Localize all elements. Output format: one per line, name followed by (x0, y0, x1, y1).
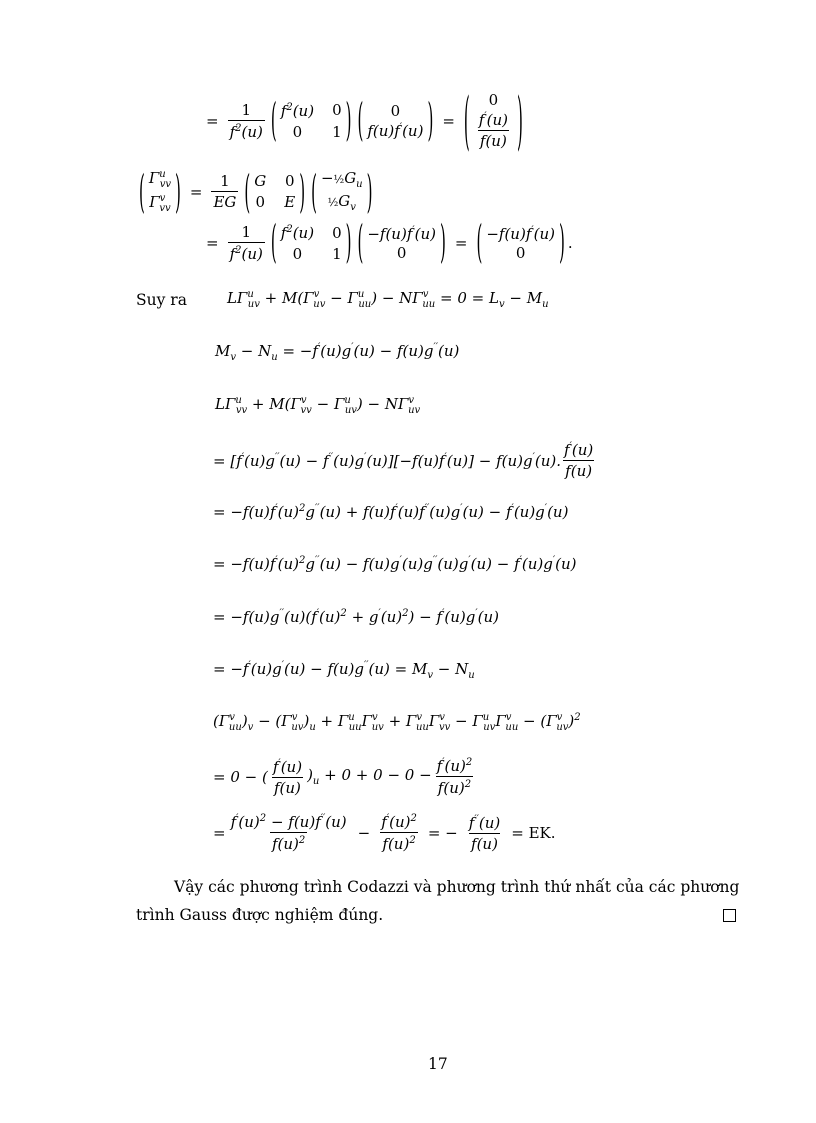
suy-ra-label: Suy ra (136, 291, 187, 309)
eq-line-14: = $\frac{f'(u)^2 - f(u)f''(u)}{f(u)^2}$ − $\frac{f'(u)^2}{f(u)^2}$ = − $\frac{f''(u)}{f(u)}$ = EK. (213, 813, 556, 853)
page-number: 17 (428, 1055, 448, 1073)
eq-line-7: = [f′(u)g′′(u) − f′′(u)g′(u)][−f(u)f′(u)] − f(u)g′(u). f′(u) f(u) (213, 441, 594, 480)
eq-line-8: = $-f(u)f'(u)^2g''(u) + f(u)f'(u)f''(u)g'(u) - f'(u)g'(u)$ (213, 503, 569, 521)
eq-line-11: = $-f'(u)g'(u) - f(u)g''(u) = M_v - N_u$ (213, 660, 475, 681)
eq-line-10: = $-f(u)g''(u)(f'(u)^2 + g'(u)^2) - f'(u)g'(u)$ (213, 608, 499, 626)
conclusion-line-2: trình Gauss được nghiệm đúng. (136, 906, 384, 924)
eq-line-4: Suy ra $L\Gamma^u_{uv} + M(\Gamma^v_{uv} - \Gamma^u_{uu}) - N\Gamma^v_{uu} = 0 = L_v - M_u$ (136, 289, 549, 310)
eq-line-6: $L\Gamma^u_{vv} + M(\Gamma^v_{vv} - \Gamma^u_{uv}) - N\Gamma^v_{uv}$ (215, 395, 421, 416)
eq-line-1: = $\frac{1}{f^2(u)}$ ( $f^2(u)$ 0 0 1 ) ( 0 f(u)f′(u) ) = ( 0 f′(u) f(u) ) (206, 81, 523, 157)
eq-line-9: = $-f(u)f'(u)^2g''(u) - f(u)g'(u)g''(u)g'(u) - f'(u)g'(u)$ (213, 555, 577, 573)
eq-line-3: = $\frac{1}{f^2(u)}$ ( $f^2(u)$ 0 0 1 ) ( −f(u)f′(u) 0 ) = ( −f(u)f′(u) 0 ) . (206, 215, 573, 269)
qed-square-icon (723, 909, 736, 922)
conclusion-line-1: Vậy các phương trình Codazzi và phương trình thứ nhất của các phương (174, 878, 740, 896)
eq-line-5: $M_v - N_u = -f'(u)g'(u) - f(u)g''(u)$ (215, 342, 460, 363)
eq-line-2: ( $\Gamma^u_{vv}$ $\Gamma^v_{vv}$ ) = $\frac{1}{EG}$ ( G 0 0 E ) ( $-\frac{1}{2}G_u$ $\frac{1}{2}G_v$ ) (139, 163, 373, 218)
eq-line-13: = 0 − ( f′(u) f(u) )$_u + 0 + 0 - 0$ − $\frac{f'(u)^2}{f(u)^2}$ (213, 757, 473, 797)
eq-line-12: $(\Gamma^v_{uu})_v - (\Gamma^v_{uv})_u + \Gamma^u_{uu}\Gamma^v_{uv} + \Gamma^v_{uu}\Gamma^v_{vv} - \Gamma^u_{uv}\Gamma^v_{uu} - (\Gamma^v_{uv})^2$ (213, 712, 581, 733)
